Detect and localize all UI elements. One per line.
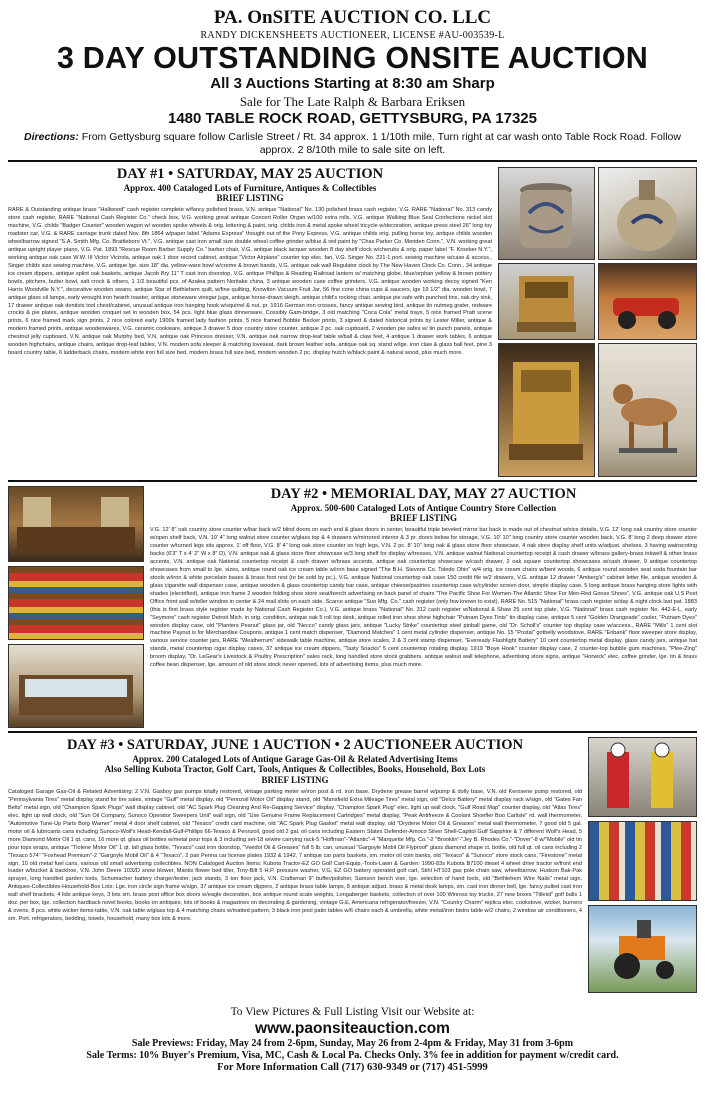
photo-crock — [498, 167, 595, 260]
day3-subtitle2: Also Selling Kubota Tractor, Golf Cart, Tools, Antiques & Collectibles, Books, Household, Box Lots — [104, 764, 486, 775]
display-case-icon — [9, 645, 143, 727]
flyer-footer — [0, 1006, 705, 1075]
directions-label: Directions: — [24, 130, 79, 143]
photo-register-2 — [498, 343, 595, 477]
photo-rocking-horse — [598, 343, 697, 477]
horse-icon — [599, 344, 696, 476]
day1-section — [8, 160, 697, 480]
photo-register-1 — [498, 263, 595, 340]
photo-horse-toy — [598, 263, 697, 340]
crock-icon — [499, 168, 594, 259]
day3-subtitle: Approx. 200 Cataloged Lots of Antique Garage Gas-Oil & Related Advertising Items — [132, 753, 458, 764]
day3-listing-text: Cataloged Garage Gas-Oil & Related Advertising: 2 V.N. Gasboy gas pumps totally restored, vintage parking meter w/iron post & rd. iron base, Drydene grease barrel w/pump & dolly base, V.N. old Kerosene pump restored, old "Pennsylvania Tires" metal display stand for tire sales, vintage "Gulf" metal display, old "Pennzoil Motor Oil" display stand, old "Mansfield Extra Mileage Tires" metal sign, old "Delco Battery" metal display rack w/sign, old "Gates Fan Belts" metal sign, old "Champion Spark Plugs" wall display cabinet, old "AC Spark Plug Cleaning And Re-Gapping Service" display, "Champion Spark Plug" elec. light up wall clock, "Gulf Road Map" counter display, old "Atlas Tires" elec. light up wall clock, old "Sun Oil Company, Sunoco Operator Sweepers Unit" wall sign, old "Use Genuine Frame Replacement Cartridges" metal display, "Peak Antifreeze & Coolant Shoefler Boo Carlisle" rd. wall thermometer, "Automotive Tune-Up Parts Borg Warner" metal 4 door shelf cabinet, old "Texaco" credit card machine, old "AC Spark Plug Gasket" metal wall display, old "Drydene Motor Oil & Greases" metal wall thermometer, 7 good old 5 gal. motor oil & lubricants cans including Sunoco-Wolf's Head-Kendall-Gulf-Phillips 66-Texaco & Pennzoil, good old 2 gal. oil cans including Eastern States Defender-Amoco Silver Shell-Capitol Gulf Sapphire & 7 different Wolf's Head, 5 more Diamond Motor Oil 1 qt. cans, 16 more qt. glass oil bottles w/metal pour tops & 3 including set-18 w/wire carrying rack-5 "Hoffman"-"Atlantic"-4 "Marquette Mfg. Co."-2 "Brooklin"-"Jey B. Rhodes Co."-"Dover"-8 w/"Mobile" old tin pour tops wraps, antique "Tiolene Motor Oil" 1 qt. tall glass bottle, "Texaco" cast iron doorstop, "Veedol Oil & Greases" full 5 lb. can, unusual "Gargoyle Mobil Oil Flyproof" glass diamond shape ct. bottle, old full qt. oil cans including 2 "Texaco 574" "Foxhead Premium"-2 "Gargoyle Mobil Oil" & 4 "Texaco", 2 pair Penna car license plates 1932 & 1942, 7 antique car parts baskets, sm. motor oil coin banks, old "Texaco" & "Sunoco" store stock cans, "Firestone" metal sign, 10 old metal fuel cans, various old small advertising collectibles. NON Cataloged Auction Items: Kubota Tractor-EZ GO Golf Cart-Equip.-Tools-Lawn & Garden: 1990-83s Kubota B7100 diesel 4 wheel drive tractor w/front end loader w/bucket & backhoe, V.N. John Deere 1032D snow blower, Mantis flower bed tiller, Troy-Bilt 5 H.P. pressure washer, V.G. EZ GO battery operated golf cart, Stihl HT103 gas pole chain saw, wheelbarrow, Hudson Bak-Pak sprayer, long handled garden tools, Schumacher battery charger/tester, jack stands, 3 ton floor jack, V.N. Craftsman 9" buffer/polisher, Samson bench vise, lge. selection of hand tools, old "Bethlehem Wire Nails" metal sign. Antiques-Collectibles-Household-Box Lots: Lge. iron circle sign frame w/sign, 37 antique ice cream dippers, 2 antique brass table lamps, 8 antique adjust. brass & metal desk lamps, sm. cast iron dinner bell, lge. fancy pulled cast iron wall shelf brackets, 4 lids antique keys, 3 lots sm. brass post office box doors w/eagle decoration, box antique round scale weights, Longaberger baskets, collection of over 100 Winross toy trucks, 27 new boxes "Titleist" golf balls 1 doz. per box, lge. collection hardback novel books, books on antiques, lots of books & magazines on decorating & gardening, vintage G.E. Americana refrigerator/freezer, V.N. "Country Charm" replica elec. cookstove, wicker, burners & ovens, 8 pcs. white wicker items-table, V.N. oak table w/glass top & 4 matching chairs w/matted pattern, 3 black iron pool patio tables w/6 chairs each & umbrella, white metal/iron bistro table w/2 chairs, 2 window air conditioners, 4 sm. Port. refrigerators, bedding, towels, household, many box lots & more. — [8, 789, 582, 923]
sale-address: 1480 TABLE ROCK ROAD, GETTYSBURG, PA 17325 — [168, 110, 537, 128]
day2-listing: BRIEF LISTING — [390, 513, 457, 524]
flyer-header — [8, 8, 697, 157]
day1-listing: BRIEF LISTING — [216, 193, 284, 204]
gas-pump-icon — [589, 738, 696, 816]
website-link[interactable]: www.paonsiteauction.com — [255, 1019, 450, 1037]
day1-subtitle: Approx. 400 Cataloged Lots of Furniture, Antiques & Collectibles — [123, 182, 377, 193]
photo-gas-pumps — [588, 737, 697, 817]
day1-listing-text: RARE & Outstanding antique brass "Hallwood" cash register complete w/fancy polished brass, V.N. antique "National" No. 130 polished brass cash register, V.G. RARE "National" No. 313 candy store cash register, RARE "National Cash Register Co." check box, V.G. working great antique Concert Roller Organ w/100 extra rolls, V.G. antique Walking Blue Seal Confections nickel slot machine, V.G. childs "Badger Counter" wooden wagon w/ wooden spoke wheels & orig. lettering & paint, orig. childs iron & metal spoke wheel tricycle w/decoration, antique press steel 26" long toy roadster car, V.G. & RARE carriage trunk dated Nov. 8th 1864 w/paper label "Adams Express" thought out of the Pony Express, V.G. antique childs orig. pulling horse toy, antique childs wooden wheelbarrow signed "S.A. Smith Mfg. Co. Brattleboro Vt.", V.G. antique cast iron small size double wheel coffee grinder w/blue & red paint by "Chas Parker Co. Meriden Conn.", V.N. working great antique upright player piano, V.G. Pat. 1893 "Rescue Room Barber Supply Co." barber chair, V.G. antique black lacquer wooden 8 day shelf clock w/cherubs & orig. paper label "F. Kroeber N.Y.", working antique oak case W.W. III Victor Victrola, antique oak 1 door record cabinet, antique "Victor Airplane" counter top elec. fan, V.G. Singer No. 221-1 port. sewing machine w/case & access., Singer childs size sewing machine, V.G. antique lge. size 18" dia. yellow-ware bowl w/creme & brown bands, V.G. antique oak wall Regulator clock by The New Haven Clock Co. Conn., 34 antique ice cream dippers, antique splint oak baskets, antique Jacob Bry 11" T cast iron doorstop, V.G. antique Phillips & Reading Railroad lantern w/ matching globe, blue/orphan yellow & brown pottery bowls, pitchers, butter bowl, salt crock & others, 1 1/2 beautiful pcs. of Azalea pattern Noritake china, 3 antique wooden case coffee grinders, V.G. antique wooden working decoy signed "Ken Harris Woodville N.Y.", decorative wooden swans, antique Star of Bethlehem quilt, w/fine quilting, Knowlton Vacuum Fruit Jar, 56 fine cone china cups & saucers, lge 19 1/2" dia. wooden bowl, 7 antique glass oil lamps, early wrought iron hearth toaster, antique stoneware vinegar jugs, antique horse-drawn sleigh, antique child's rocking chair, antique pie safe with punched tins, oak dry sink, 17 drawer antique oak dentists tool chest/cabinet, unusual antique iron hanging hook w/squirrel & nut, pr. 1916 German iron crosses, fancy antique sewing bird, antique tin nutmeg grater, redware crocks & pie plates, antique wooden croquet set in wooden box, 54 pcs. light blue glass dinnerware, Cossibly Gam-bridge, 3 old matching "Coca Cola" metal trays, 5 nice framed Pratt scene prints, 6 nice framed mark sign prints, 2 nice colored early 1900s framed lady fashion prints, 5 nice framed Bobbie Becker prints, 3 signed & dated historical prints by Lester Miller, antique & modern framed prints, antique woodenwares, V.G. ceramic cookware, antique 3 drawer 5 door country store counter, antique 2 pc. oak cupboard, 2 wooden pie safes w/ tin punch panels, antique chestnut jelly cupboard, V.N. antique oak Murphy bed, V.N. antique oak Princess dresser, V.N. antique oak narrow drop-leaf table w/ball & claw feet, 4 antique 1 drawer work tables, 6 antique wooden highchairs, antique chairs, antique drop-leaf tables, V.N. modern sofa sleeper & matching loveseat, dark brown leather sofa, antique oak sq. stand w/lge. iron claw & glass ball feet, pine 3 board country table, 6 ladderback chairs, modern white iron full size bed, modern brass full size bed, modern wooden 2 pc. display hutch w/black paint & natural wood, plus much more. — [8, 207, 492, 357]
photo-store-interior — [8, 486, 144, 562]
day2-title: DAY #2 • MEMORIAL DAY, MAY 27 AUCTION — [270, 486, 577, 502]
day1-title: DAY #1 • SATURDAY, MAY 25 AUCTION — [116, 166, 384, 182]
roadster-icon — [599, 264, 696, 339]
directions-text: From Gettysburg square follow Carlisle Street / Rt. 34 approx. 1 1/10th mile. Turn right at car wash onto Table Rock Road. Follow approx. 2 8/10th mile to sale site on left. — [81, 130, 681, 156]
directions — [8, 131, 697, 157]
day2-listing-text: V.G. 12' 8" oak country store counter w/bar back w/2 blind doors on each end & glass doors in center, beautiful triple beveled mirror bar back is made out of chestnut w/nice details, V.G. 12' long oak country store counter w/open shelf back, V.N. 10' 4" long walnut store counter w/glass top & 4 drawers w/mirrored interior & 3 pr. doors below for storage, V.G. 10' 10" long country store counter wooden back, V.G. 8' long 2 deep drawer store counter w/turned legs sits approx. 1' off floor, V.G. 8' 4" long oak store counter on high legs, V.N. 2 pc. 8' 10" long oak & glass store floor showcase, 4 oak store display shelf units w/adjust. shelves, 3 having wainscoting backs (6'3" T x 4' 2" W x 8" D), V.N. antique oak & glass store floor showcase w/3 long shelf for display w/tresses, V.N. antique walnut National countertop receipt & cash drawer w/brass gallery-brass inkwell & other brass accents, V.N. antique oak National countertop receipt & cash drawer w/brass accents, antique oak countertop showcase w/cash drawer, 2 oak square countertop showcases w/cash drawer, 9 antique countertop showcases from small to lge. sizes, antique round oak ice cream table w/iron base signed "The B.H. Stevens Co. Toledo Ohio" w/4 orig. ice cream chairs w/bent woods, 6 antique round wooden seat soda fountain bar stools w/iron & white porcelain bases & brass foot rest (to be sold by pc.), V.G. antique National countertop oak case 150 credit file w/2 drawers, V.G. antique 12 drawer "Amberg's" cabinet letter file, antique wooden & glass cigarette wall dispenser case, antique wooden & glass countertop candy bar case, antique cheese/pastries countertop case w/cylinder screen door, simple display case, 5 long antique brass hanging store lights with shades (electrified), antique iron frame 2 wooden folding shoe store seat/bench advertising on back panel of chairs "The Pacific Shoe For Women-The Atlantic Shoe For Men-Red Goose Shoes", V.G. antique oak U.S Post Office front wall w/teller window in center & 24 mail slots on each side, Scarce antique "Sun Mfg. Co." cash register (only few known to exist), RARE No. 515 "National" brass cash register w/day & night clock last pat. 1883 (this is first brass style register made by National Cash Register Co.), V.G. antique brass "National" No. 312 cash register w/National & Shaw 25 cent top plate, V.G. "National" brass cash register No. 442-E-L, early "Seymore" cash register Detroit Mich. in orig. condition, antique oak 5 roll top desk, antique rolled iron shoe shine highchair "Putnam Dyes Tints" tin display case, antique 5 cent "Golden Orangeade" cooler, "Putnam Dyes" wooden display case, old "Planters Peanut" glass jar, old "Necco" candy glass jars, antique "Lucky Strike" countertop steel pinball game, old "Dr. Scholl's" counter top display case w/access., RARE "Mills" 1 cent slot machine Payout is for Merchandise Coupons, antique 1 cent match dispenser, "Diamond Matches" 1 cent metal cylinder dispenser, antique No. 15 "Postal" gotbelly woodstove, RARE "Enbank" floor sweeper store display, various service counter jars, RARE "Weatherrum" sidewalk table machine, antique store scales, 2 & 3 cent stamp dispenser, "Eveready Flashlight Battery" 10 cent countertop metal display, glass candy jars, antique hat stands, metal countertop cigar display cases, 37 antique ice cream dippers, "Tasty Snacks" 5 cent countertop rotating display, 1919 "Boye Hook" counter display case, 2 counter-top bubble gum machines, "Plee-Zing" broom display, "Dr. LeGear's Livestock & Poultry Prescription" sales rack, long handled store stock grabbers, antique walnut wall telephone, advertising store signs, antique "Horwick" elec. coffee grinder, lge. tin & brass coffee bean dispenser, lge. amount of old store stock never opened, lots of advertising items, plus much more. — [150, 527, 697, 669]
contact-info: For More Information Call (717) 630-9349 or (717) 451-5999 — [217, 1062, 488, 1074]
day3-title: DAY #3 • SATURDAY, JUNE 1 AUCTION • 2 AUCTIONEER AUCTION — [66, 737, 524, 753]
photo-stoneware — [598, 167, 697, 260]
store-counter-icon — [9, 487, 143, 561]
photo-store-counter — [8, 644, 144, 728]
cash-register-icon — [499, 264, 594, 339]
photo-tractor — [588, 905, 697, 993]
sale-for: Sale for The Late Ralph & Barbara Eriksen — [239, 93, 466, 109]
auctioneer-license: RANDY DICKENSHEETS AUCTIONEER, LICENSE #AU-003539-L — [200, 29, 505, 41]
day2-subtitle: Approx. 500-600 Cataloged Lots of Antique Country Store Collection — [290, 502, 557, 513]
photo-store-shelves — [8, 566, 144, 640]
day3-section — [8, 731, 697, 1006]
start-time: All 3 Auctions Starting at 8:30 am Sharp — [210, 75, 495, 93]
photo-oil-cans — [588, 821, 697, 901]
brass-register-icon — [499, 344, 594, 476]
headline: 3 DAY OUTSTANDING ONSITE AUCTION — [56, 40, 649, 75]
day2-section — [8, 480, 697, 732]
tractor-icon — [589, 906, 696, 992]
visit-line: To View Pictures & Full Listing Visit our Website at: — [230, 1006, 475, 1018]
sale-terms: Sale Terms: 10% Buyer's Premium, Visa, MC, Cash & Local Pa. Checks Only. 3% fee in addition for payment w/credit card. — [86, 1050, 619, 1062]
jug-icon — [599, 168, 696, 259]
company-name: PA. OnSITE AUCTION CO. LLC — [213, 7, 492, 28]
day3-listing: BRIEF LISTING — [261, 775, 329, 786]
sale-previews: Sale Previews: Friday, May 24 from 2-6pm, Sunday, May 26 from 2-4pm & Friday, May 31 from 3-6pm — [131, 1038, 574, 1050]
